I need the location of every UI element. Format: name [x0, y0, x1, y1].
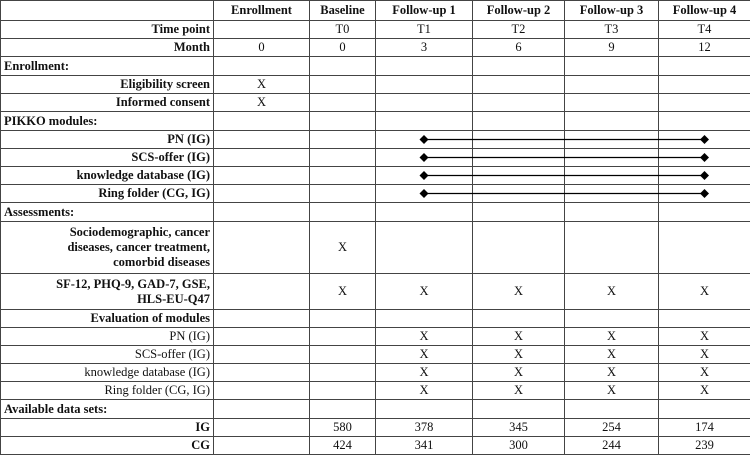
- value-cell: X: [565, 382, 659, 400]
- empty-cell: [310, 185, 376, 203]
- month-cell: 3: [376, 39, 473, 57]
- pikko-module-label: Ring folder (CG, IG): [1, 185, 214, 203]
- empty-cell: [310, 167, 376, 185]
- assessment-row: [1, 222, 750, 274]
- empty-cell: [376, 310, 473, 328]
- empty-cell: [214, 400, 310, 419]
- row-label: [1, 274, 214, 310]
- empty-cell: [659, 131, 750, 149]
- empty-cell: [473, 203, 565, 222]
- value-cell: 254: [565, 419, 659, 437]
- empty-cell: [473, 149, 565, 167]
- empty-cell: [376, 149, 473, 167]
- value-cell: 345: [473, 419, 565, 437]
- assessments-section-title: Assessments:: [1, 203, 214, 222]
- empty-cell: [214, 131, 310, 149]
- column-header-2: Baseline: [310, 1, 376, 21]
- empty-cell: [310, 400, 376, 419]
- empty-cell: [310, 149, 376, 167]
- empty-cell: [659, 112, 750, 131]
- value-cell: [214, 437, 310, 455]
- pikko-module-row: [1, 185, 750, 203]
- value-cell: [214, 328, 310, 346]
- empty-cell: [214, 185, 310, 203]
- empty-cell: [659, 149, 750, 167]
- empty-cell: [376, 203, 473, 222]
- dataset-row: [1, 437, 750, 455]
- value-cell: X: [659, 382, 750, 400]
- row-label-line: comorbid diseases: [4, 255, 210, 270]
- value-cell: [376, 76, 473, 94]
- enrollment-row: [1, 76, 750, 94]
- value-cell: [565, 94, 659, 112]
- value-cell: [659, 76, 750, 94]
- empty-cell: [214, 167, 310, 185]
- empty-cell: [214, 203, 310, 222]
- value-cell: [473, 222, 565, 274]
- empty-cell: [376, 167, 473, 185]
- value-cell: X: [565, 346, 659, 364]
- pikko-module-label: knowledge database (IG): [1, 167, 214, 185]
- row-label: IG: [1, 419, 214, 437]
- time-point-cell: T4: [659, 21, 750, 39]
- row-label-line: diseases, cancer treatment,: [4, 240, 210, 255]
- pikko-module-row: [1, 167, 750, 185]
- empty-cell: [565, 310, 659, 328]
- value-cell: X: [659, 346, 750, 364]
- row-label-line: Sociodemographic, cancer: [4, 225, 210, 240]
- pikko-module-row: [1, 131, 750, 149]
- value-cell: [565, 76, 659, 94]
- empty-cell: [214, 112, 310, 131]
- month-row: [1, 39, 750, 57]
- time-point-cell: [214, 21, 310, 39]
- header-row: [1, 1, 750, 21]
- value-cell: [310, 364, 376, 382]
- evaluation-title-row: [1, 310, 750, 328]
- value-cell: [310, 76, 376, 94]
- month-label: Month: [1, 39, 214, 57]
- empty-cell: [565, 131, 659, 149]
- row-label: knowledge database (IG): [1, 364, 214, 382]
- evaluation-row: [1, 364, 750, 382]
- empty-cell: [376, 112, 473, 131]
- empty-cell: [310, 203, 376, 222]
- pikko-section: [1, 112, 750, 131]
- evaluation-row: [1, 346, 750, 364]
- empty-cell: [473, 57, 565, 76]
- row-label: Informed consent: [1, 94, 214, 112]
- empty-cell: [659, 310, 750, 328]
- value-cell: X: [376, 274, 473, 310]
- value-cell: [376, 222, 473, 274]
- empty-cell: [376, 185, 473, 203]
- empty-cell: [310, 57, 376, 76]
- value-cell: 174: [659, 419, 750, 437]
- value-cell: 239: [659, 437, 750, 455]
- value-cell: X: [473, 346, 565, 364]
- value-cell: 378: [376, 419, 473, 437]
- value-cell: X: [565, 364, 659, 382]
- column-header-5: Follow-up 3: [565, 1, 659, 21]
- empty-cell: [565, 57, 659, 76]
- value-cell: X: [214, 76, 310, 94]
- empty-cell: [473, 400, 565, 419]
- empty-cell: [473, 310, 565, 328]
- column-header-4: Follow-up 2: [473, 1, 565, 21]
- row-label: SCS-offer (IG): [1, 346, 214, 364]
- empty-cell: [376, 57, 473, 76]
- empty-cell: [473, 131, 565, 149]
- value-cell: X: [565, 274, 659, 310]
- value-cell: 341: [376, 437, 473, 455]
- datasets-section-title: Available data sets:: [1, 400, 214, 419]
- empty-cell: [310, 310, 376, 328]
- dataset-row: [1, 419, 750, 437]
- value-cell: 300: [473, 437, 565, 455]
- empty-cell: [659, 167, 750, 185]
- pikko-module-label: SCS-offer (IG): [1, 149, 214, 167]
- empty-cell: [565, 203, 659, 222]
- datasets-section: [1, 400, 750, 419]
- time-point-label: Time point: [1, 21, 214, 39]
- value-cell: [310, 94, 376, 112]
- evaluation-row: [1, 328, 750, 346]
- empty-cell: [310, 131, 376, 149]
- column-header-3: Follow-up 1: [376, 1, 473, 21]
- value-cell: [214, 274, 310, 310]
- value-cell: [473, 94, 565, 112]
- empty-cell: [214, 310, 310, 328]
- value-cell: X: [376, 328, 473, 346]
- value-cell: [376, 94, 473, 112]
- empty-cell: [565, 149, 659, 167]
- value-cell: X: [565, 328, 659, 346]
- row-label: Ring folder (CG, IG): [1, 382, 214, 400]
- month-cell: 0: [310, 39, 376, 57]
- evaluation-title: Evaluation of modules: [1, 310, 214, 328]
- empty-cell: [565, 400, 659, 419]
- enrollment-row: [1, 94, 750, 112]
- value-cell: X: [214, 94, 310, 112]
- empty-cell: [659, 203, 750, 222]
- value-cell: 580: [310, 419, 376, 437]
- value-cell: [473, 76, 565, 94]
- value-cell: X: [376, 364, 473, 382]
- column-header-1: Enrollment: [214, 1, 310, 21]
- month-cell: 12: [659, 39, 750, 57]
- pikko-section-title: PIKKO modules:: [1, 112, 214, 131]
- month-cell: 6: [473, 39, 565, 57]
- value-cell: X: [473, 382, 565, 400]
- pikko-module-row: [1, 149, 750, 167]
- time-point-cell: T0: [310, 21, 376, 39]
- value-cell: [310, 346, 376, 364]
- empty-cell: [659, 185, 750, 203]
- value-cell: [214, 222, 310, 274]
- time-point-cell: T1: [376, 21, 473, 39]
- value-cell: [659, 94, 750, 112]
- empty-cell: [565, 112, 659, 131]
- enrollment-section: [1, 57, 750, 76]
- column-header-0: [1, 1, 214, 21]
- row-label: Eligibility screen: [1, 76, 214, 94]
- month-cell: 0: [214, 39, 310, 57]
- empty-cell: [473, 167, 565, 185]
- value-cell: [310, 382, 376, 400]
- value-cell: X: [310, 274, 376, 310]
- value-cell: X: [659, 274, 750, 310]
- empty-cell: [310, 112, 376, 131]
- value-cell: 244: [565, 437, 659, 455]
- value-cell: [310, 328, 376, 346]
- value-cell: X: [473, 364, 565, 382]
- value-cell: X: [310, 222, 376, 274]
- enrollment-section-title: Enrollment:: [1, 57, 214, 76]
- value-cell: [214, 382, 310, 400]
- assessment-row: [1, 274, 750, 310]
- value-cell: X: [473, 328, 565, 346]
- value-cell: [214, 419, 310, 437]
- value-cell: X: [376, 382, 473, 400]
- value-cell: [565, 222, 659, 274]
- empty-cell: [659, 57, 750, 76]
- column-header-6: Follow-up 4: [659, 1, 750, 21]
- row-label: CG: [1, 437, 214, 455]
- empty-cell: [473, 112, 565, 131]
- value-cell: [214, 346, 310, 364]
- empty-cell: [565, 185, 659, 203]
- empty-cell: [376, 131, 473, 149]
- empty-cell: [565, 167, 659, 185]
- value-cell: X: [659, 328, 750, 346]
- row-label-line: SF-12, PHQ-9, GAD-7, GSE,: [4, 277, 210, 292]
- time-point-cell: T3: [565, 21, 659, 39]
- empty-cell: [659, 400, 750, 419]
- row-label-line: HLS-EU-Q47: [4, 292, 210, 307]
- time-point-cell: T2: [473, 21, 565, 39]
- assessments-section: [1, 203, 750, 222]
- empty-cell: [214, 57, 310, 76]
- empty-cell: [214, 149, 310, 167]
- empty-cell: [473, 185, 565, 203]
- value-cell: [214, 364, 310, 382]
- time-point-row: [1, 21, 750, 39]
- value-cell: [659, 222, 750, 274]
- row-label: PN (IG): [1, 328, 214, 346]
- pikko-module-label: PN (IG): [1, 131, 214, 149]
- empty-cell: [376, 400, 473, 419]
- row-label: [1, 222, 214, 274]
- value-cell: X: [659, 364, 750, 382]
- value-cell: X: [473, 274, 565, 310]
- value-cell: 424: [310, 437, 376, 455]
- value-cell: X: [376, 346, 473, 364]
- month-cell: 9: [565, 39, 659, 57]
- evaluation-row: [1, 382, 750, 400]
